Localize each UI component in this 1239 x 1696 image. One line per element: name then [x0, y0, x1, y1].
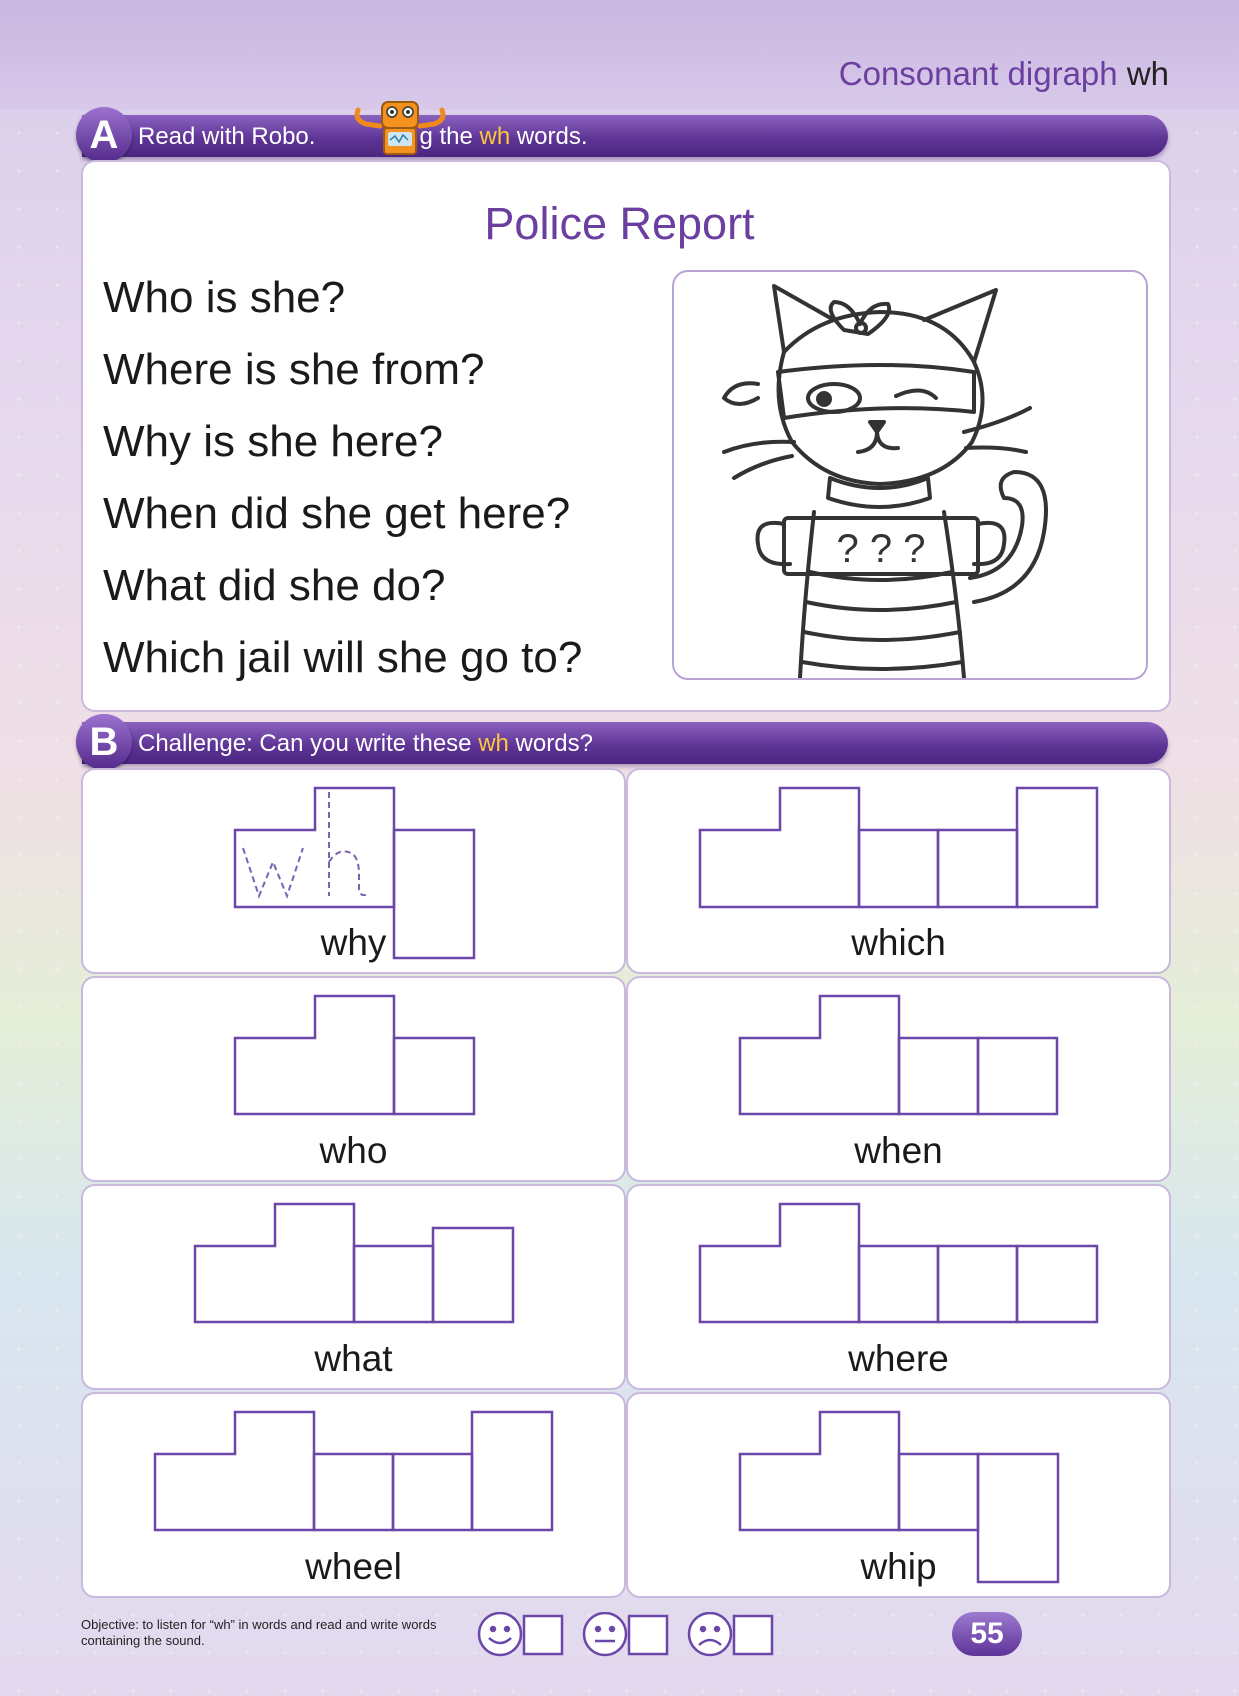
- word-label: wheel: [305, 1546, 402, 1587]
- section-b-banner: [82, 722, 1168, 764]
- word-label: why: [320, 922, 387, 963]
- word-cell-what: [81, 1184, 626, 1390]
- word-cell-who: [81, 976, 626, 1182]
- story-line: When did she get here?: [103, 489, 571, 538]
- robo-mascot-icon: [350, 98, 450, 156]
- instruction-start: Challenge: Can you write these: [138, 730, 479, 757]
- smiley-face-icon: [479, 1613, 521, 1655]
- word-label: what: [314, 1338, 393, 1379]
- word-cell-which: [626, 768, 1171, 974]
- instruction-start: Read with Robo.: [138, 123, 316, 150]
- section-a-banner: [82, 115, 1168, 157]
- section-b-instruction: [138, 730, 593, 758]
- masked-cat-icon: [674, 272, 1146, 678]
- sad-checkbox[interactable]: [734, 1616, 772, 1654]
- instruction-mid: g the: [419, 123, 480, 150]
- instruction-highlight: wh: [479, 123, 511, 150]
- word-cell-whip: [626, 1392, 1171, 1598]
- trace-letters: wh: [272, 888, 274, 889]
- section-b-letter: B: [76, 714, 132, 770]
- story-line: Why is she here?: [103, 417, 443, 466]
- word-cell-when: [626, 976, 1171, 1182]
- cat-illustration: [672, 270, 1148, 680]
- story-title: Police Report: [484, 198, 755, 249]
- word-cell-wheel: [81, 1392, 626, 1598]
- word-label: which: [851, 922, 946, 963]
- heading-purple: Consonant digraph: [838, 55, 1118, 92]
- story-line: Where is she from?: [103, 345, 485, 394]
- story-line: Who is she?: [103, 273, 346, 322]
- word-cell-where: [626, 1184, 1171, 1390]
- heading-black: wh: [1126, 55, 1169, 92]
- sign-text: ? ? ?: [836, 527, 926, 571]
- neutral-face-icon: [584, 1613, 626, 1655]
- instruction-end: words.: [510, 123, 588, 150]
- smiley-checkbox[interactable]: [524, 1616, 562, 1654]
- word-label: who: [319, 1130, 388, 1171]
- story-line: Which jail will she go to?: [103, 633, 583, 682]
- word-label: whip: [860, 1546, 937, 1587]
- neutral-checkbox[interactable]: [629, 1616, 667, 1654]
- instruction-end: words?: [508, 730, 593, 757]
- section-a-letter: A: [76, 107, 132, 163]
- page-heading: [839, 55, 1169, 93]
- sad-face-icon: [689, 1613, 731, 1655]
- instruction-highlight: wh: [478, 730, 509, 757]
- story-line: What did she do?: [103, 561, 446, 610]
- word-label: when: [854, 1130, 943, 1171]
- story-lines: [103, 268, 582, 700]
- word-label: where: [848, 1338, 949, 1379]
- word-cell-why: [81, 768, 626, 974]
- objective-text: Objective: to listen for “wh” in words and read and write words containing the sound.: [81, 1617, 437, 1648]
- self-assessment: [475, 1612, 785, 1672]
- page-number: 55: [952, 1612, 1022, 1656]
